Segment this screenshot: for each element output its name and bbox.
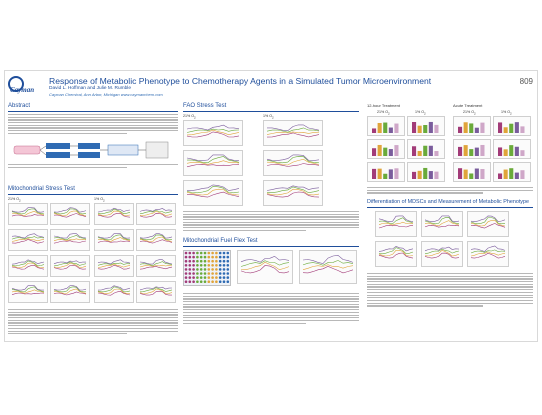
section-title-fuel-flex: Mitochondrial Fuel Flex Test xyxy=(183,238,258,244)
mdsc-chart-4 xyxy=(375,241,417,267)
thumbnail-line-plot xyxy=(184,181,242,205)
thumbnail-bar-plot xyxy=(454,163,490,181)
mdsc-chart-2 xyxy=(421,211,463,237)
section-rule xyxy=(183,111,359,112)
poster xyxy=(4,70,538,342)
label-normoxia: 21% $O_2$ xyxy=(8,197,21,203)
mdsc-text xyxy=(367,273,533,308)
mito-chart-14 xyxy=(50,281,90,303)
mito-chart-6 xyxy=(50,229,90,251)
fao-chart-2 xyxy=(263,120,323,146)
thumbnail-bar-plot xyxy=(408,117,444,135)
thumbnail-line-plot xyxy=(9,230,47,250)
bar-chart-10 xyxy=(407,162,445,182)
thumbnail-line-plot xyxy=(468,242,508,266)
poster-title: Response of Metabolic Phenotype to Chemotherapy Agents in a Simulated Tumor Microenvironment xyxy=(49,76,432,86)
mito-chart-4 xyxy=(136,203,176,225)
poster-authors: David L. Hoffman and Julie M. Rumble xyxy=(49,86,132,91)
thumbnail-line-plot xyxy=(264,181,322,205)
thumbnail-line-plot xyxy=(9,204,47,224)
thumbnail-line-plot xyxy=(264,121,322,145)
thumbnail-bar-plot xyxy=(368,140,404,158)
mdsc-chart-1 xyxy=(375,211,417,237)
mito-chart-8 xyxy=(136,229,176,251)
thumbnail-line-plot xyxy=(51,204,89,224)
mito-chart-10 xyxy=(50,255,90,277)
thumbnail-line-plot xyxy=(422,212,462,236)
section-title-fao-stress: FAO Stress Test xyxy=(183,103,227,109)
mito-chart-1 xyxy=(8,203,48,225)
bar-chart-12 xyxy=(493,162,531,182)
thumbnail-bar-plot xyxy=(454,117,490,135)
label-hypoxia: 1% $O_2$ xyxy=(263,114,274,120)
section-rule xyxy=(8,111,178,112)
bar-chart-9 xyxy=(367,162,405,182)
column-3 xyxy=(367,103,535,341)
bar-chart-11 xyxy=(453,162,491,182)
mito-chart-3 xyxy=(94,203,134,225)
thumbnail-line-plot xyxy=(95,256,133,276)
thumbnail-line-plot xyxy=(137,256,175,276)
section-title-abstract: Abstract xyxy=(8,103,31,109)
thumbnail-line-plot xyxy=(137,282,175,302)
column-2 xyxy=(183,103,361,341)
thumbnail-line-plot xyxy=(95,204,133,224)
thumbnail-line-plot xyxy=(376,212,416,236)
label-hypoxia: 1% $O_2$ xyxy=(94,197,105,203)
mito-chart-7 xyxy=(94,229,134,251)
label-normoxia: 21% $O_2$ xyxy=(463,110,476,116)
mito-chart-16 xyxy=(136,281,176,303)
mdsc-chart-3 xyxy=(467,211,509,237)
treatment-text xyxy=(367,187,533,195)
fao-chart-3 xyxy=(183,150,243,176)
fuel-flex-text xyxy=(183,293,359,325)
fuel-flex-chart-1 xyxy=(237,250,293,284)
thumbnail-bar-plot xyxy=(494,140,530,158)
section-title-mdsc: Differentiation of MDSCs and Measurement of Metabolic Phenotype xyxy=(367,199,530,205)
abstract-text xyxy=(8,114,178,136)
logo-text: Cayman xyxy=(10,86,35,94)
thumbnail-line-plot xyxy=(468,212,508,236)
thumbnail-line-plot xyxy=(300,251,356,283)
column-1 xyxy=(8,103,178,341)
mdsc-chart-6 xyxy=(467,241,509,267)
label-normoxia: 21% $O_2$ xyxy=(183,114,196,120)
thumbnail-line-plot xyxy=(9,282,47,302)
thumbnail-line-plot xyxy=(51,282,89,302)
label-acute-treatment: Acute Treatment xyxy=(453,103,483,108)
poster-affiliation: Cayman Chemical, Ann Arbor, Michigan www.caymanchem.com xyxy=(49,92,163,97)
cayman-logo xyxy=(8,76,42,96)
section-rule xyxy=(183,246,359,247)
thumbnail-bar-plot xyxy=(368,117,404,135)
thumbnail-line-plot xyxy=(422,242,462,266)
thumbnail-bar-plot xyxy=(408,140,444,158)
fao-chart-5 xyxy=(183,180,243,206)
mito-stress-text xyxy=(8,309,178,336)
bar-chart-7 xyxy=(453,139,491,159)
thumbnail-line-plot xyxy=(184,121,242,145)
fao-text xyxy=(183,211,359,233)
label-12h-treatment: 12-hour Treatment xyxy=(367,103,400,108)
thumbnail-bar-plot xyxy=(494,117,530,135)
fuel-flex-chart-2 xyxy=(299,250,357,284)
mito-chart-2 xyxy=(50,203,90,225)
mito-chart-11 xyxy=(94,255,134,277)
bar-chart-5 xyxy=(367,139,405,159)
section-title-mito-stress: Mitochondrial Stress Test xyxy=(8,186,75,192)
label-hypoxia: 1% $O_2$ xyxy=(501,110,512,116)
bar-chart-2 xyxy=(407,116,445,136)
workflow-caption xyxy=(8,164,178,169)
section-rule xyxy=(8,194,178,195)
thumbnail-line-plot xyxy=(51,230,89,250)
poster-header xyxy=(5,71,538,101)
thumbnail-line-plot xyxy=(376,242,416,266)
thumbnail-line-plot xyxy=(95,282,133,302)
thumbnail-line-plot xyxy=(264,151,322,175)
mdsc-chart-5 xyxy=(421,241,463,267)
mito-chart-5 xyxy=(8,229,48,251)
mito-chart-13 xyxy=(8,281,48,303)
label-normoxia: 21% $O_2$ xyxy=(377,110,390,116)
thumbnail-line-plot xyxy=(238,251,292,283)
thumbnail-bar-plot xyxy=(454,140,490,158)
bar-chart-4 xyxy=(493,116,531,136)
thumbnail-line-plot xyxy=(137,204,175,224)
workflow-diagram xyxy=(12,140,176,162)
section-rule xyxy=(367,207,533,208)
mito-chart-9 xyxy=(8,255,48,277)
fao-chart-6 xyxy=(263,180,323,206)
fao-chart-1 xyxy=(183,120,243,146)
bar-chart-1 xyxy=(367,116,405,136)
plate-map-diagram xyxy=(183,250,231,286)
bar-chart-8 xyxy=(493,139,531,159)
poster-number: 809 xyxy=(519,77,533,86)
thumbnail-bar-plot xyxy=(494,163,530,181)
thumbnail-line-plot xyxy=(184,151,242,175)
label-hypoxia: 1% $O_2$ xyxy=(415,110,426,116)
fao-chart-4 xyxy=(263,150,323,176)
bar-chart-3 xyxy=(453,116,491,136)
thumbnail-line-plot xyxy=(95,230,133,250)
thumbnail-bar-plot xyxy=(408,163,444,181)
thumbnail-bar-plot xyxy=(368,163,404,181)
thumbnail-line-plot xyxy=(9,256,47,276)
mito-chart-15 xyxy=(94,281,134,303)
thumbnail-line-plot xyxy=(137,230,175,250)
thumbnail-line-plot xyxy=(51,256,89,276)
mito-chart-12 xyxy=(136,255,176,277)
bar-chart-6 xyxy=(407,139,445,159)
